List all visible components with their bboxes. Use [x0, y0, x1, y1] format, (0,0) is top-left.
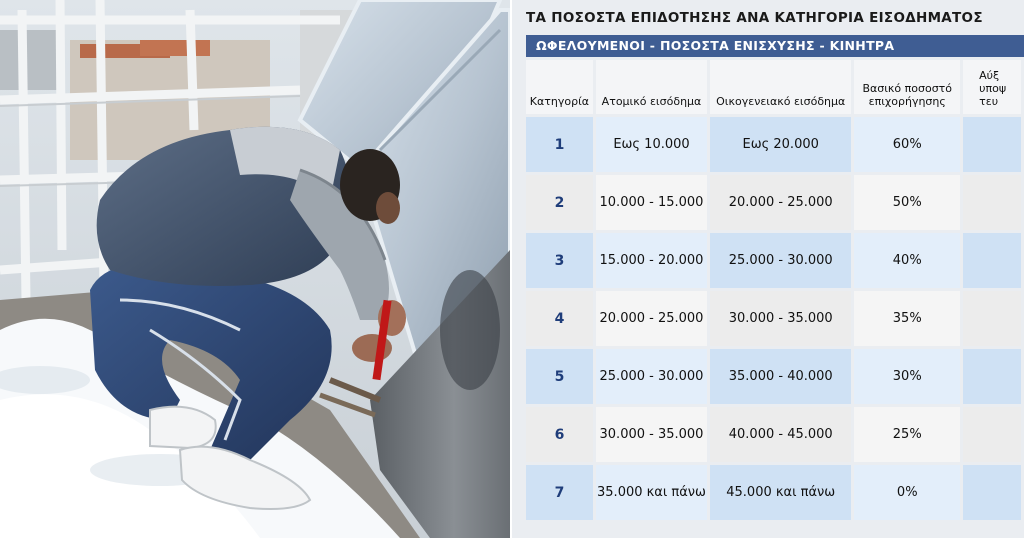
cell-individual-income: 25.000 - 30.000 — [596, 349, 707, 404]
table-row — [526, 117, 1021, 172]
infographic-subtitle-band: ΩΦΕΛΟΥΜΕΝΟΙ - ΠΟΣΟΣΤΑ ΕΝΙΣΧΥΣΗΣ - ΚΙΝΗΤΡΑ — [526, 35, 1024, 57]
table-row — [526, 233, 1021, 288]
cell-category: 2 — [526, 175, 593, 230]
cell-family-income: Εως 20.000 — [710, 117, 851, 172]
cell-individual-income: 10.000 - 15.000 — [596, 175, 707, 230]
cell-individual-income: 35.000 και πάνω — [596, 465, 707, 520]
cell-extra-rate — [963, 175, 1021, 230]
cell-base-rate: 40% — [854, 233, 960, 288]
table-row — [526, 349, 1021, 404]
cell-base-rate: 50% — [854, 175, 960, 230]
cell-individual-income: 20.000 - 25.000 — [596, 291, 707, 346]
cell-extra-rate — [963, 349, 1021, 404]
cell-category: 7 — [526, 465, 593, 520]
cell-category: 1 — [526, 117, 593, 172]
cell-base-rate: 25% — [854, 407, 960, 462]
table-row — [526, 465, 1021, 520]
cell-family-income: 40.000 - 45.000 — [710, 407, 851, 462]
cell-extra-rate — [963, 291, 1021, 346]
cell-base-rate: 60% — [854, 117, 960, 172]
cell-extra-rate — [963, 117, 1021, 172]
cell-family-income: 20.000 - 25.000 — [710, 175, 851, 230]
header-individual-income: Ατομικό εισόδημα — [596, 60, 707, 114]
cell-category: 6 — [526, 407, 593, 462]
cell-extra-rate — [963, 465, 1021, 520]
subsidy-table — [523, 57, 1024, 523]
cell-individual-income: 30.000 - 35.000 — [596, 407, 707, 462]
header-base-rate: Βασικό ποσοστό επιχορήγησης — [854, 60, 960, 114]
table-row — [526, 291, 1021, 346]
cell-base-rate: 0% — [854, 465, 960, 520]
infographic-title: ΤΑ ΠΟΣΟΣΤΑ ΕΠΙΔΟΤΗΣΗΣ ΑΝΑ ΚΑΤΗΓΟΡΙΑ ΕΙΣΟΔΗΜΑΤΟΣ — [526, 10, 983, 26]
cell-individual-income: 15.000 - 20.000 — [596, 233, 707, 288]
table-header-row — [526, 60, 1021, 114]
cell-category: 3 — [526, 233, 593, 288]
header-extra-rate: Αύξ υποψ τευ — [963, 60, 1021, 114]
cell-category: 4 — [526, 291, 593, 346]
subsidy-infographic — [512, 0, 1024, 538]
cell-category: 5 — [526, 349, 593, 404]
cell-individual-income: Εως 10.000 — [596, 117, 707, 172]
photo-worker-solar-panel — [0, 0, 510, 538]
cell-family-income: 45.000 και πάνω — [710, 465, 851, 520]
cell-base-rate: 35% — [854, 291, 960, 346]
header-family-income: Οικογενειακό εισόδημα — [710, 60, 851, 114]
cell-family-income: 35.000 - 40.000 — [710, 349, 851, 404]
header-category: Κατηγορία — [526, 60, 593, 114]
table-row — [526, 175, 1021, 230]
cell-base-rate: 30% — [854, 349, 960, 404]
cell-extra-rate — [963, 233, 1021, 288]
cell-family-income: 30.000 - 35.000 — [710, 291, 851, 346]
photo-illustration — [0, 0, 510, 538]
cell-family-income: 25.000 - 30.000 — [710, 233, 851, 288]
cell-extra-rate — [963, 407, 1021, 462]
table-row — [526, 407, 1021, 462]
